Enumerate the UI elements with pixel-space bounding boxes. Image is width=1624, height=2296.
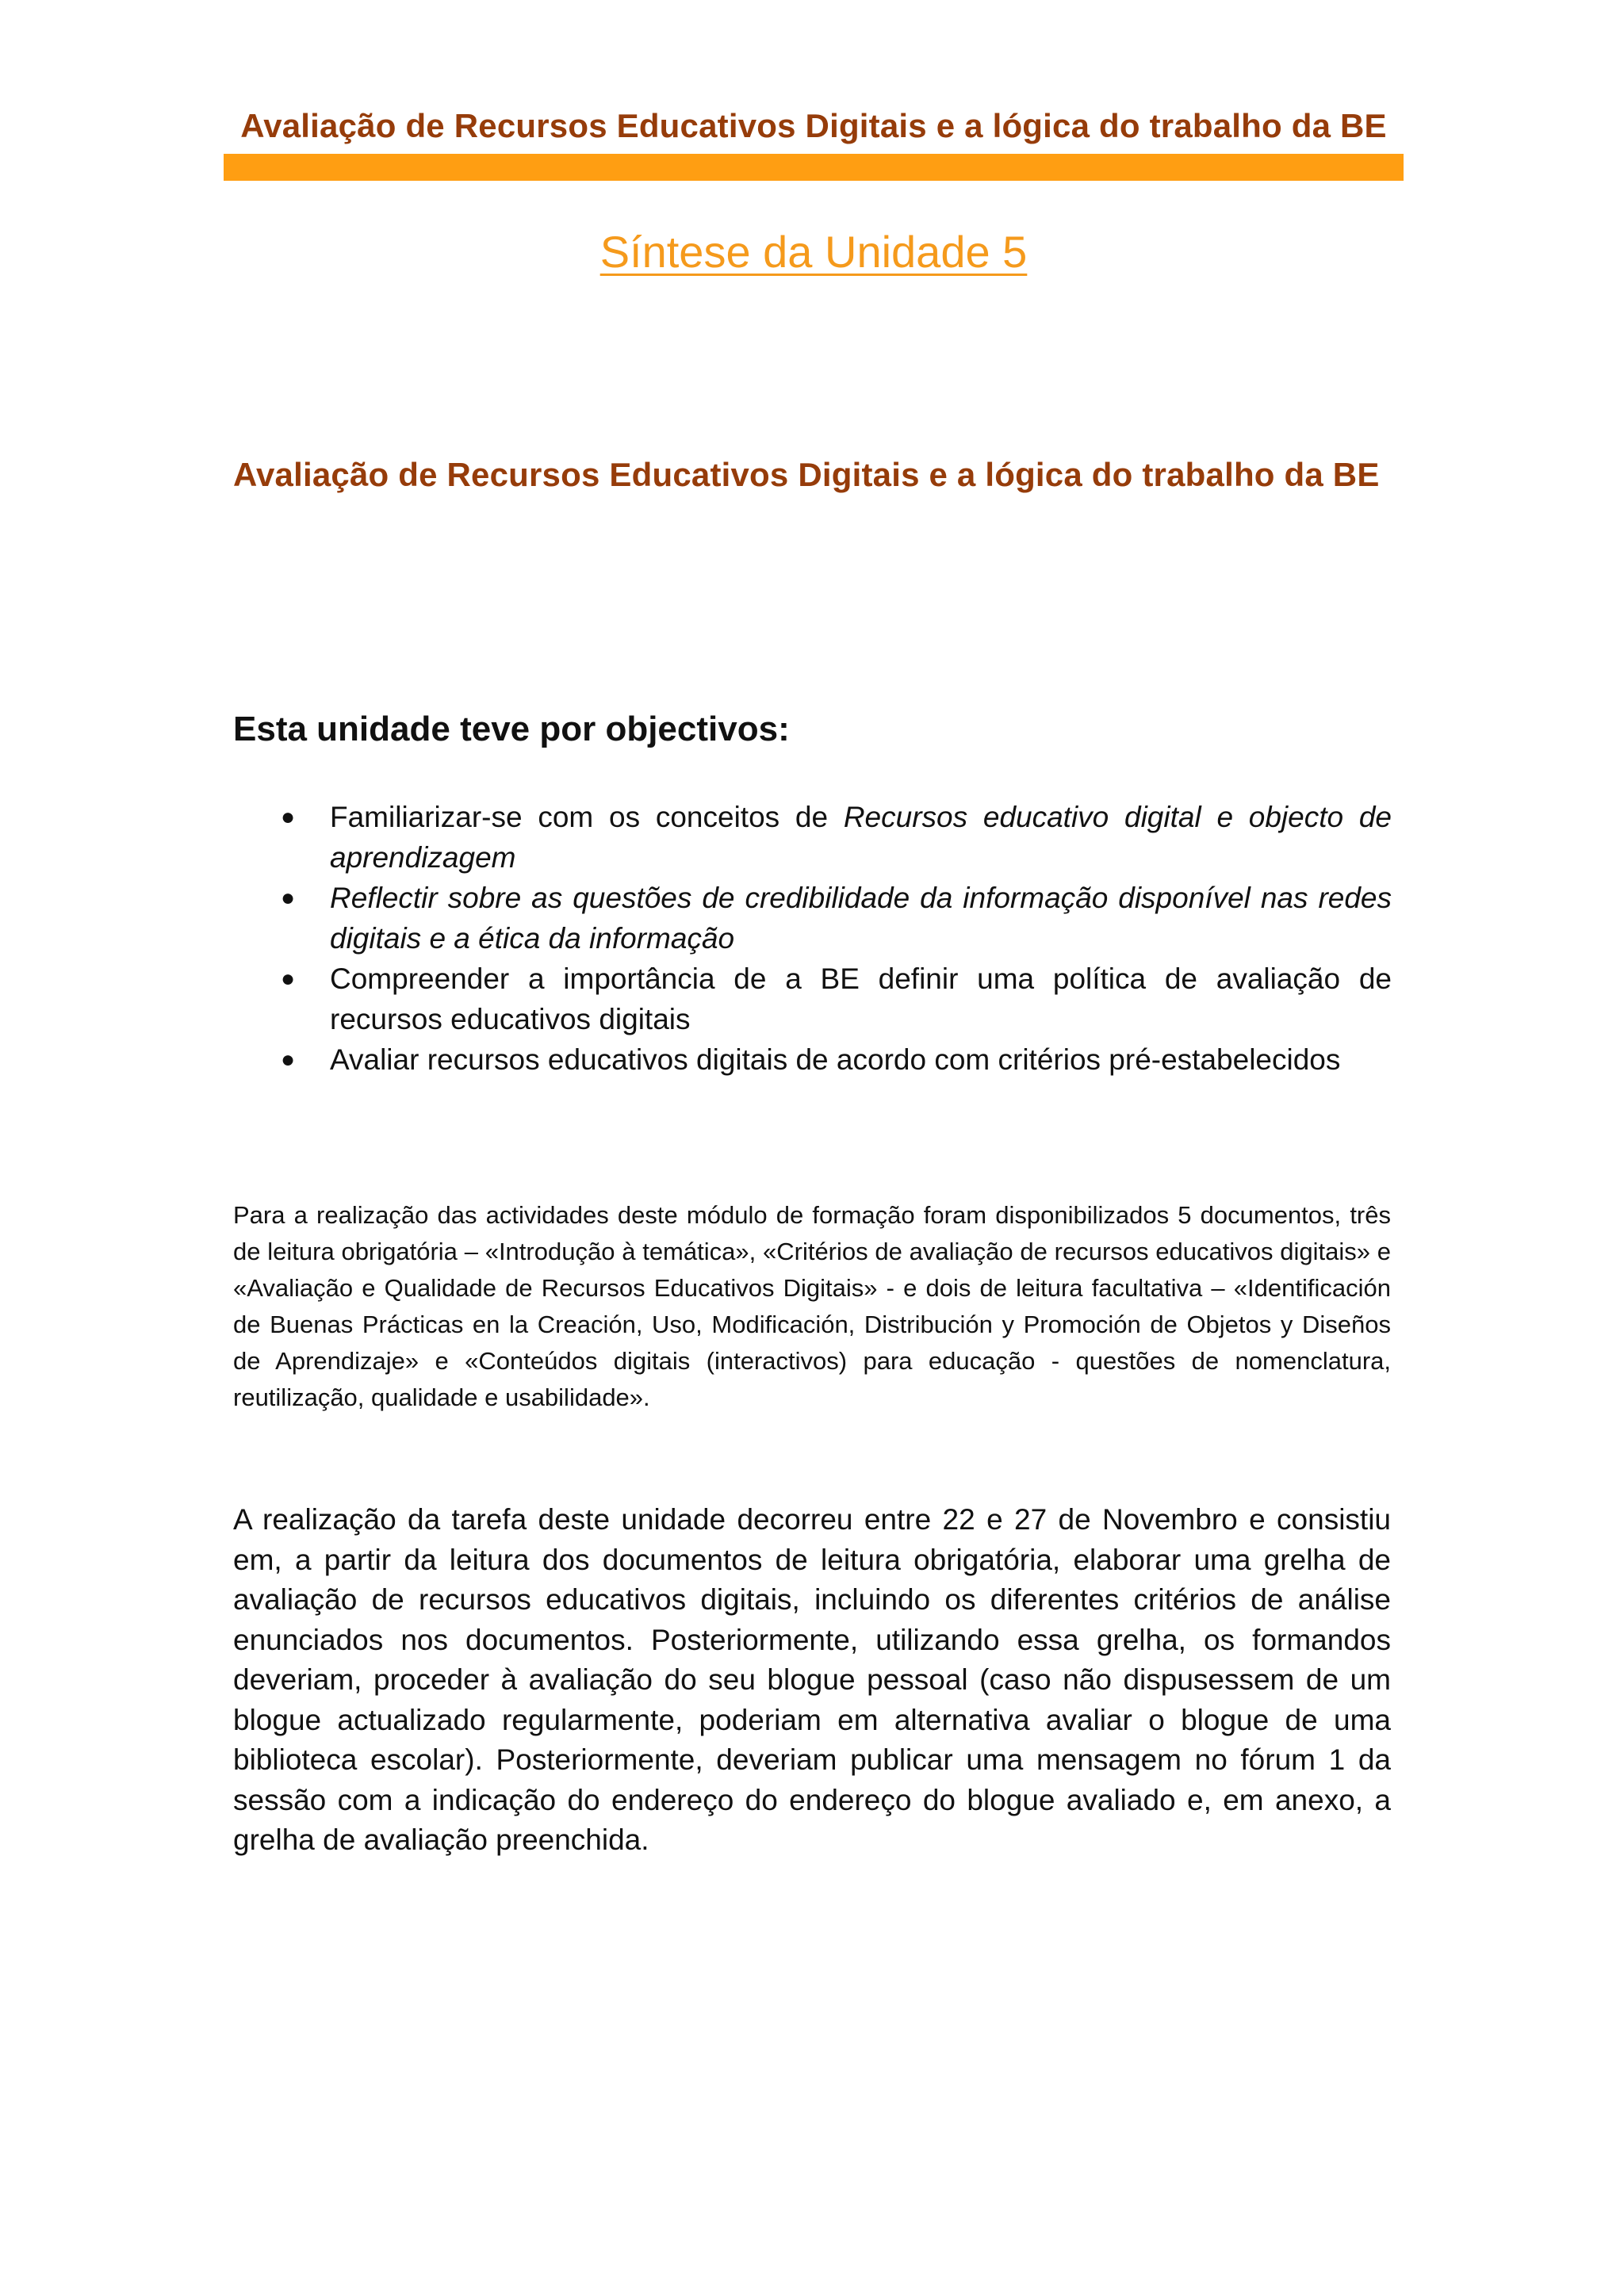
page-header-title: Avaliação de Recursos Educativos Digitais e a lógica do trabalho da BE [240, 107, 1387, 144]
objective-italic-text: Reflectir sobre as questões de credibilidade da informação disponível nas redes digitais e a ética da informação [330, 882, 1392, 955]
intro-paragraph: Para a realização das actividades deste módulo de formação foram disponibilizados 5 documentos, três de leitura obrigatória – «Introdução à temática», «Critérios de avaliação de recursos educativos digitais» e «Avaliação e Qualidade de Recursos Educativos Digitais» - e dois de leitura facultativa – «Identificación de Buenas Prácticas en la Creación, Uso, Modificación, Distribución y Promoción de Objetos y Diseños de Aprendizaje» e «Conteúdos digitais (interactivos) para educação - questões de nomenclatura, reutilização, qualidade e usabilidade». [233, 1201, 1391, 1411]
bullet-icon: ● [281, 1047, 296, 1073]
objectives-list [278, 797, 1392, 1080]
task-paragraph: A realização da tarefa deste unidade decorreu entre 22 e 27 de Novembro e consistiu em, a partir da leitura dos documentos de leitura obrigatória, elaborar uma grelha de avaliação de recursos educativos digitais, incluindo os diferentes critérios de análise enunciados nos documentos. Posteriormente, utilizando essa grelha, os formandos deveriam, proceder à avaliação do seu blogue pessoal (caso não dispusessem de um blogue actualizado regularmente, poderiam em alternativa avaliar o blogue de uma biblioteca escolar). Posteriormente, deveriam publicar uma mensagem no fórum 1 da sessão com a indicação do endereço do endereço do blogue avaliado e, em anexo, a grelha de avaliação preenchida. [233, 1503, 1391, 1856]
objective-text: Familiarizar-se com os conceitos de [330, 801, 844, 833]
header-rule [224, 154, 1404, 181]
bullet-icon: ● [281, 804, 296, 830]
objective-item [278, 1039, 1392, 1080]
section-heading: Avaliação de Recursos Educativos Digitais e a lógica do trabalho da BE [233, 456, 1380, 493]
objective-item [278, 959, 1392, 1039]
objective-item [278, 797, 1392, 878]
bullet-icon: ● [281, 885, 296, 911]
bullet-icon: ● [281, 966, 296, 992]
objective-text: Avaliar recursos educativos digitais de acordo com critérios pré-estabelecidos [330, 1043, 1341, 1076]
unit-title: Síntese da Unidade 5 [599, 227, 1028, 277]
objective-text: Compreender a importância de a BE definir uma política de avaliação de recursos educativos digitais [330, 962, 1392, 1035]
objectives-heading: Esta unidade teve por objectivos: [233, 710, 790, 748]
objective-item [278, 878, 1392, 959]
objective-italic-text: Recursos educativo digital e objecto de aprendizagem [330, 801, 1392, 874]
